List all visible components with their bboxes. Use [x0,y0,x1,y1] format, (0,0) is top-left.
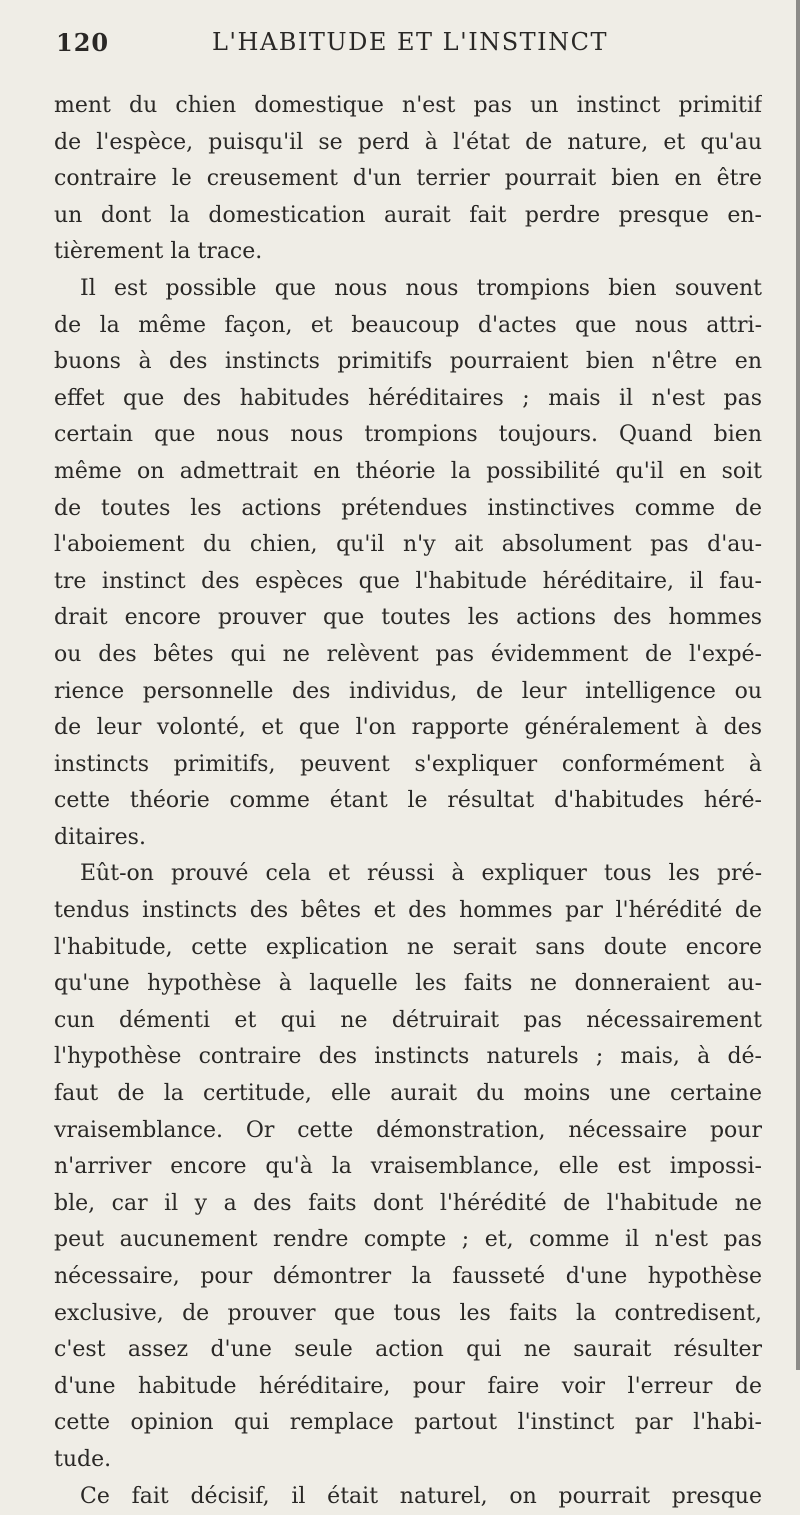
text-line: tendus instincts des bêtes et des hommes par l'hérédité de [54,898,762,924]
page-edge-shadow [796,0,800,1370]
text-line: de toutes les actions prétendues instinctives comme de [54,495,762,521]
page-number: 120 [56,28,110,57]
text-line: ment du chien domestique n'est pas un instinct primitif [54,93,762,118]
text-line: rience personnelle des individus, de leur intelligence ou [54,678,762,704]
text-line: nécessaire, pour démontrer la fausseté d'une hypothèse [54,1264,762,1289]
text-line: cette opinion qui remplace partout l'instinct par l'habi- [54,1410,762,1436]
text-line: ou des bêtes qui ne relèvent pas évidemment de l'expé- [54,641,762,667]
text-line: certain que nous nous trompions toujours. Quand bien [54,422,762,448]
text-line: Ce fait décisif, il était naturel, on pourrait presque [80,1483,762,1509]
text-line: n'arriver encore qu'à la vraisemblance, elle est impossi- [54,1154,762,1180]
text-line: de leur volonté, et que l'on rapporte généralement à des [54,715,762,741]
text-line: l'hypothèse contraire des instincts naturels ; mais, à dé- [54,1044,762,1070]
text-line: d'une habitude héréditaire, pour faire voir l'erreur de [54,1373,762,1399]
text-line: ditaires. [54,824,146,850]
text-line: même on admettrait en théorie la possibilité qu'il en soit [54,458,762,484]
text-line: instincts primitifs, peuvent s'expliquer conformément à [54,751,762,777]
text-line: tièrement la trace. [54,239,263,265]
text-line: exclusive, de prouver que tous les faits la contredisent, [54,1300,762,1326]
text-line: qu'une hypothèse à laquelle les faits ne donneraient au- [54,971,762,997]
body-text [54,88,762,1515]
text-line: l'habitude, cette explication ne serait sans doute encore [54,934,762,960]
text-line: Il est possible que nous nous trompions bien souvent [80,275,762,301]
text-line: vraisemblance. Or cette démonstration, nécessaire pour [54,1117,762,1143]
text-line: effet que des habitudes héréditaires ; mais il n'est pas [54,385,762,411]
text-line: un dont la domestication aurait fait perdre presque en- [54,202,762,228]
text-line: de la même façon, et beaucoup d'actes que nous attri- [54,312,762,338]
text-line: l'aboiement du chien, qu'il n'y ait absolument pas d'au- [54,532,762,558]
text-line: peut aucunement rendre compte ; et, comme il n'est pas [54,1227,762,1253]
text-line: Eût-on prouvé cela et réussi à expliquer tous les pré- [80,861,762,887]
text-line: c'est assez d'une seule action qui ne saurait résulter [54,1337,762,1363]
text-line: ble, car il y a des faits dont l'hérédité de l'habitude ne [54,1190,762,1216]
text-line: drait encore prouver que toutes les actions des hommes [54,605,762,631]
text-line: tre instinct des espèces que l'habitude héréditaire, il fau- [54,568,762,594]
text-line: buons à des instincts primitifs pourraient bien n'être en [54,349,762,375]
text-line: contraire le creusement d'un terrier pourrait bien en être [54,166,762,192]
text-line: de l'espèce, puisqu'il se perd à l'état de nature, et qu'au [54,129,762,155]
page-header [56,28,764,68]
text-line: cun démenti et qui ne détruirait pas nécessairement [54,1007,762,1033]
running-head: L'HABITUDE ET L'INSTINCT [211,28,608,56]
text-line: faut de la certitude, elle aurait du moins une certaine [54,1081,762,1107]
text-line: tude. [54,1446,112,1472]
text-line: cette théorie comme étant le résultat d'habitudes héré- [54,788,762,814]
